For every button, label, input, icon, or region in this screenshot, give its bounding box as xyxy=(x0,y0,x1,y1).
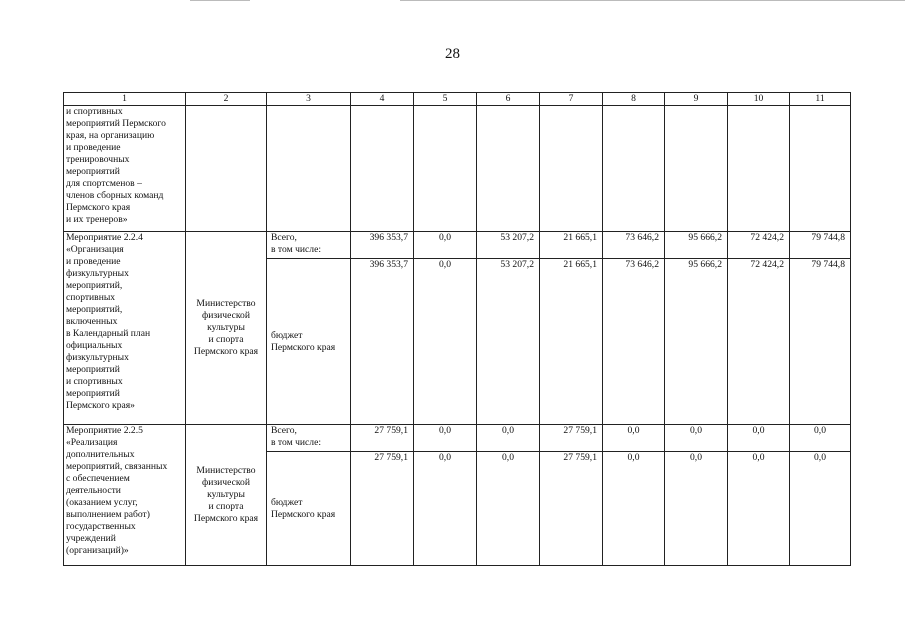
value-cell: 27 759,1 xyxy=(351,452,414,566)
value-cell: 21 665,1 xyxy=(540,259,603,425)
empty-cell xyxy=(186,106,267,232)
measure-name-cell: Мероприятие 2.2.5 «Реализация дополнительных мероприятий, связанных с обеспечением деятельности (оказанием услуг, выполнением работ) государственных учреждений (организаций)» xyxy=(64,425,186,566)
measure-name-cell: и спортивных мероприятий Пермского края, на организацию и проведение тренировочных мероприятий для спортсменов – членов сборных команд Пермского края и их тренеров» xyxy=(64,106,186,232)
value-cell: 0,0 xyxy=(790,452,851,566)
value-cell: 21 665,1 xyxy=(540,232,603,259)
value-cell: 0,0 xyxy=(603,452,665,566)
column-header: 1 xyxy=(64,93,186,106)
table-row-total xyxy=(64,425,851,452)
column-header: 10 xyxy=(728,93,790,106)
value-cell: 0,0 xyxy=(477,425,540,452)
value-cell: 53 207,2 xyxy=(477,259,540,425)
total-label-cell: Всего, в том числе: xyxy=(267,232,351,259)
value-cell: 95 666,2 xyxy=(665,232,728,259)
page-number: 28 xyxy=(445,46,460,62)
value-cell: 0,0 xyxy=(790,425,851,452)
scan-top-rule-left xyxy=(190,0,250,1)
value-cell: 73 646,2 xyxy=(603,232,665,259)
value-cell: 27 759,1 xyxy=(351,425,414,452)
value-cell: 73 646,2 xyxy=(603,259,665,425)
value-cell: 27 759,1 xyxy=(540,452,603,566)
empty-cell xyxy=(728,106,790,232)
value-cell: 79 744,8 xyxy=(790,232,851,259)
total-label-cell: Всего, в том числе: xyxy=(267,425,351,452)
column-header: 9 xyxy=(665,93,728,106)
value-cell: 79 744,8 xyxy=(790,259,851,425)
value-cell: 0,0 xyxy=(728,425,790,452)
column-header: 6 xyxy=(477,93,540,106)
value-cell: 0,0 xyxy=(414,232,477,259)
value-cell: 0,0 xyxy=(414,259,477,425)
value-cell: 72 424,2 xyxy=(728,232,790,259)
scan-top-rule-right xyxy=(400,0,905,1)
budget-label-cell: бюджет Пермского края xyxy=(267,452,351,566)
value-cell: 0,0 xyxy=(728,452,790,566)
empty-cell xyxy=(267,106,351,232)
column-header: 7 xyxy=(540,93,603,106)
value-cell: 0,0 xyxy=(414,425,477,452)
column-header: 3 xyxy=(267,93,351,106)
value-cell: 0,0 xyxy=(603,425,665,452)
empty-cell xyxy=(790,106,851,232)
column-header: 2 xyxy=(186,93,267,106)
value-cell: 0,0 xyxy=(414,452,477,566)
column-header: 8 xyxy=(603,93,665,106)
value-cell: 0,0 xyxy=(665,425,728,452)
value-cell: 0,0 xyxy=(665,452,728,566)
value-cell: 396 353,7 xyxy=(351,259,414,425)
table-row-total xyxy=(64,232,851,259)
table-row-continuation xyxy=(64,106,851,232)
empty-cell xyxy=(414,106,477,232)
value-cell: 27 759,1 xyxy=(540,425,603,452)
measure-name-cell: Мероприятие 2.2.4 «Организация и проведение физкультурных мероприятий, спортивных мероприятий, включенных в Календарный план официальных физкультурных мероприятий и спортивных мероприятий Пермского края» xyxy=(64,232,186,425)
value-cell: 53 207,2 xyxy=(477,232,540,259)
ministry-cell: Министерство физической культуры и спорта Пермского края xyxy=(186,232,267,425)
empty-cell xyxy=(351,106,414,232)
value-cell: 0,0 xyxy=(477,452,540,566)
empty-cell xyxy=(665,106,728,232)
value-cell: 95 666,2 xyxy=(665,259,728,425)
ministry-cell: Министерство физической культуры и спорта Пермского края xyxy=(186,425,267,566)
column-header: 4 xyxy=(351,93,414,106)
value-cell: 396 353,7 xyxy=(351,232,414,259)
column-header: 11 xyxy=(790,93,851,106)
budget-label-cell: бюджет Пермского края xyxy=(267,259,351,425)
empty-cell xyxy=(603,106,665,232)
budget-table xyxy=(63,92,851,566)
value-cell: 72 424,2 xyxy=(728,259,790,425)
column-header: 5 xyxy=(414,93,477,106)
empty-cell xyxy=(477,106,540,232)
column-number-row xyxy=(64,93,851,106)
empty-cell xyxy=(540,106,603,232)
